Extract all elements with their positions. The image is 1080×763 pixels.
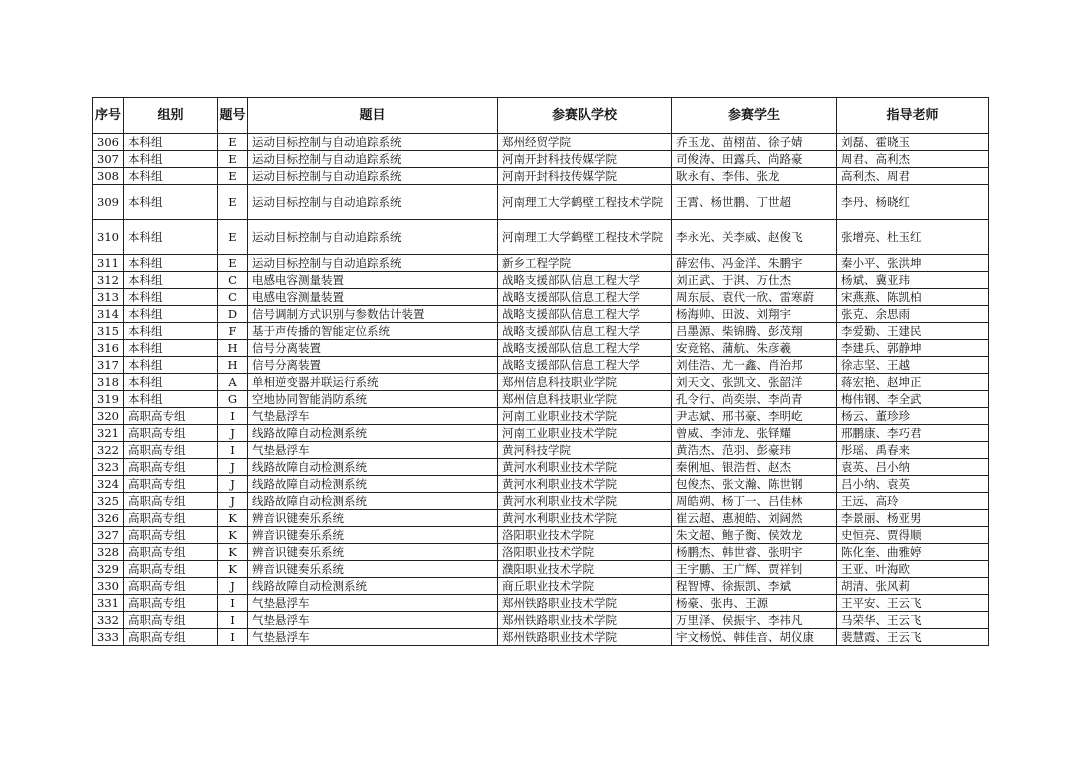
- cell-title: 电感电容测量装置: [248, 289, 498, 306]
- cell-group: 本科组: [124, 323, 218, 340]
- cell-no: 333: [93, 629, 124, 646]
- cell-title: 气垫悬浮车: [248, 442, 498, 459]
- cell-no: 306: [93, 134, 124, 151]
- cell-group: 高职高专组: [124, 578, 218, 595]
- cell-teachers: 李景丽、杨亚男: [837, 510, 989, 527]
- cell-students: 孔令行、尚奕崇、李尚青: [672, 391, 837, 408]
- cell-no: 332: [93, 612, 124, 629]
- cell-task: E: [218, 134, 248, 151]
- cell-students: 宇文杨悦、韩佳音、胡仪康: [672, 629, 837, 646]
- cell-task: H: [218, 340, 248, 357]
- cell-task: A: [218, 374, 248, 391]
- table-row: [93, 391, 989, 408]
- table-body: [93, 134, 989, 646]
- cell-title: 运动目标控制与自动追踪系统: [248, 255, 498, 272]
- cell-no: 318: [93, 374, 124, 391]
- cell-teachers: 王平安、王云飞: [837, 595, 989, 612]
- table-row: [93, 442, 989, 459]
- cell-task: K: [218, 510, 248, 527]
- cell-students: 杨海帅、田波、刘翔宇: [672, 306, 837, 323]
- cell-students: 杨豪、张冉、王源: [672, 595, 837, 612]
- cell-teachers: 蒋宏艳、赵坤正: [837, 374, 989, 391]
- cell-school: 战略支援部队信息工程大学: [498, 289, 672, 306]
- cell-title: 单相逆变器并联运行系统: [248, 374, 498, 391]
- cell-no: 325: [93, 493, 124, 510]
- cell-school: 河南工业职业技术学院: [498, 408, 672, 425]
- cell-title: 线路故障自动检测系统: [248, 425, 498, 442]
- cell-no: 314: [93, 306, 124, 323]
- table-row: [93, 323, 989, 340]
- table-row: [93, 578, 989, 595]
- cell-school: 郑州铁路职业技术学院: [498, 629, 672, 646]
- cell-title: 辨音识键奏乐系统: [248, 544, 498, 561]
- cell-students: 薛宏伟、冯金洋、朱鹏宇: [672, 255, 837, 272]
- cell-group: 高职高专组: [124, 544, 218, 561]
- table-row: [93, 476, 989, 493]
- cell-group: 本科组: [124, 255, 218, 272]
- cell-group: 高职高专组: [124, 493, 218, 510]
- cell-group: 高职高专组: [124, 442, 218, 459]
- cell-task: K: [218, 561, 248, 578]
- cell-title: 线路故障自动检测系统: [248, 459, 498, 476]
- cell-students: 杨鹏杰、韩世睿、张明宇: [672, 544, 837, 561]
- cell-task: I: [218, 629, 248, 646]
- cell-title: 气垫悬浮车: [248, 408, 498, 425]
- cell-teachers: 邢鹏康、李巧君: [837, 425, 989, 442]
- cell-teachers: 李丹、杨晓红: [837, 185, 989, 220]
- cell-task: I: [218, 595, 248, 612]
- cell-title: 信号分离装置: [248, 340, 498, 357]
- cell-no: 311: [93, 255, 124, 272]
- cell-group: 本科组: [124, 391, 218, 408]
- cell-students: 刘天文、张凯文、张韶洋: [672, 374, 837, 391]
- cell-group: 高职高专组: [124, 408, 218, 425]
- cell-students: 周东辰、袁代一欣、雷寒蔚: [672, 289, 837, 306]
- cell-teachers: 马荣华、王云飞: [837, 612, 989, 629]
- cell-teachers: 张克、余思雨: [837, 306, 989, 323]
- table-row: [93, 255, 989, 272]
- cell-teachers: 李爱勤、王建民: [837, 323, 989, 340]
- cell-task: D: [218, 306, 248, 323]
- cell-title: 电感电容测量装置: [248, 272, 498, 289]
- table-row: [93, 289, 989, 306]
- award-table: [92, 97, 989, 646]
- cell-school: 郑州铁路职业技术学院: [498, 612, 672, 629]
- cell-no: 316: [93, 340, 124, 357]
- table-row: [93, 595, 989, 612]
- cell-teachers: 裴慧霞、王云飞: [837, 629, 989, 646]
- cell-school: 新乡工程学院: [498, 255, 672, 272]
- cell-school: 战略支援部队信息工程大学: [498, 357, 672, 374]
- cell-teachers: 王远、高玲: [837, 493, 989, 510]
- cell-school: 黄河水利职业技术学院: [498, 459, 672, 476]
- header-teachers: 指导老师: [837, 98, 989, 134]
- cell-no: 312: [93, 272, 124, 289]
- cell-group: 高职高专组: [124, 425, 218, 442]
- cell-group: 本科组: [124, 357, 218, 374]
- cell-task: F: [218, 323, 248, 340]
- cell-students: 李永光、关李威、赵俊飞: [672, 220, 837, 255]
- cell-title: 信号分离装置: [248, 357, 498, 374]
- cell-school: 郑州信息科技职业学院: [498, 374, 672, 391]
- table-row: [93, 340, 989, 357]
- cell-title: 运动目标控制与自动追踪系统: [248, 220, 498, 255]
- cell-students: 崔云超、惠昶皓、刘阔然: [672, 510, 837, 527]
- cell-teachers: 高利杰、周君: [837, 168, 989, 185]
- cell-school: 战略支援部队信息工程大学: [498, 340, 672, 357]
- header-students: 参赛学生: [672, 98, 837, 134]
- cell-no: 328: [93, 544, 124, 561]
- table-row: [93, 493, 989, 510]
- cell-task: H: [218, 357, 248, 374]
- cell-students: 黄浩杰、范羽、彭豪玮: [672, 442, 837, 459]
- cell-task: K: [218, 527, 248, 544]
- cell-task: I: [218, 408, 248, 425]
- table-row: [93, 220, 989, 255]
- table-row: [93, 629, 989, 646]
- cell-students: 周皓朔、杨丁一、吕佳林: [672, 493, 837, 510]
- cell-teachers: 杨云、董珍珍: [837, 408, 989, 425]
- cell-task: E: [218, 185, 248, 220]
- cell-school: 河南理工大学鹤壁工程技术学院: [498, 185, 672, 220]
- cell-school: 战略支援部队信息工程大学: [498, 323, 672, 340]
- cell-school: 河南开封科技传媒学院: [498, 151, 672, 168]
- cell-no: 308: [93, 168, 124, 185]
- cell-no: 330: [93, 578, 124, 595]
- cell-no: 319: [93, 391, 124, 408]
- cell-group: 高职高专组: [124, 629, 218, 646]
- cell-group: 高职高专组: [124, 527, 218, 544]
- cell-group: 本科组: [124, 289, 218, 306]
- header-no: 序号: [93, 98, 124, 134]
- cell-title: 基于声传播的智能定位系统: [248, 323, 498, 340]
- cell-teachers: 刘磊、霍晓玉: [837, 134, 989, 151]
- table-row: [93, 612, 989, 629]
- cell-group: 本科组: [124, 374, 218, 391]
- cell-task: J: [218, 476, 248, 493]
- cell-teachers: 陈化奎、曲雅婷: [837, 544, 989, 561]
- cell-students: 曾威、李沛龙、张铎耀: [672, 425, 837, 442]
- cell-school: 黄河水利职业技术学院: [498, 493, 672, 510]
- cell-students: 耿永有、李伟、张龙: [672, 168, 837, 185]
- cell-no: 315: [93, 323, 124, 340]
- cell-teachers: 秦小平、张洪坤: [837, 255, 989, 272]
- cell-no: 329: [93, 561, 124, 578]
- cell-task: J: [218, 578, 248, 595]
- table-row: [93, 510, 989, 527]
- table-row: [93, 408, 989, 425]
- cell-no: 326: [93, 510, 124, 527]
- cell-no: 310: [93, 220, 124, 255]
- cell-title: 线路故障自动检测系统: [248, 578, 498, 595]
- cell-group: 本科组: [124, 220, 218, 255]
- cell-students: 王宇鹏、王广辉、贾祥钊: [672, 561, 837, 578]
- cell-school: 郑州铁路职业技术学院: [498, 595, 672, 612]
- cell-group: 高职高专组: [124, 595, 218, 612]
- cell-school: 郑州信息科技职业学院: [498, 391, 672, 408]
- cell-task: C: [218, 289, 248, 306]
- cell-group: 高职高专组: [124, 561, 218, 578]
- table-row: [93, 544, 989, 561]
- cell-teachers: 周君、高利杰: [837, 151, 989, 168]
- cell-group: 高职高专组: [124, 612, 218, 629]
- cell-task: E: [218, 220, 248, 255]
- cell-title: 气垫悬浮车: [248, 612, 498, 629]
- cell-students: 包俊杰、张文瀚、陈世钢: [672, 476, 837, 493]
- cell-task: J: [218, 493, 248, 510]
- header-task: 题号: [218, 98, 248, 134]
- cell-school: 洛阳职业技术学院: [498, 527, 672, 544]
- cell-task: E: [218, 168, 248, 185]
- cell-school: 洛阳职业技术学院: [498, 544, 672, 561]
- cell-no: 320: [93, 408, 124, 425]
- cell-students: 程智博、徐振凯、李斌: [672, 578, 837, 595]
- cell-teachers: 李建兵、郭静坤: [837, 340, 989, 357]
- cell-group: 本科组: [124, 340, 218, 357]
- cell-students: 乔玉龙、苗栩苗、徐子婧: [672, 134, 837, 151]
- cell-title: 辨音识键奏乐系统: [248, 561, 498, 578]
- cell-no: 331: [93, 595, 124, 612]
- cell-students: 万里泽、侯振宇、李祎凡: [672, 612, 837, 629]
- cell-students: 刘正武、于淇、万仕杰: [672, 272, 837, 289]
- cell-title: 运动目标控制与自动追踪系统: [248, 134, 498, 151]
- table-row: [93, 459, 989, 476]
- table-row: [93, 527, 989, 544]
- cell-title: 信号调制方式识别与参数估计装置: [248, 306, 498, 323]
- cell-students: 刘佳浩、尤一鑫、肖治邦: [672, 357, 837, 374]
- cell-group: 本科组: [124, 151, 218, 168]
- cell-task: G: [218, 391, 248, 408]
- cell-group: 高职高专组: [124, 476, 218, 493]
- cell-no: 321: [93, 425, 124, 442]
- cell-no: 309: [93, 185, 124, 220]
- cell-group: 本科组: [124, 168, 218, 185]
- table-row: [93, 134, 989, 151]
- cell-teachers: 徐志坚、王越: [837, 357, 989, 374]
- cell-teachers: 吕小纳、袁英: [837, 476, 989, 493]
- cell-teachers: 梅伟钢、李全武: [837, 391, 989, 408]
- cell-title: 辨音识键奏乐系统: [248, 527, 498, 544]
- header-group: 组别: [124, 98, 218, 134]
- cell-students: 朱文超、鲍子衡、侯效龙: [672, 527, 837, 544]
- cell-no: 307: [93, 151, 124, 168]
- cell-task: K: [218, 544, 248, 561]
- cell-group: 本科组: [124, 134, 218, 151]
- cell-school: 河南工业职业技术学院: [498, 425, 672, 442]
- cell-students: 吕墨源、柴锦腾、彭茂翔: [672, 323, 837, 340]
- cell-no: 317: [93, 357, 124, 374]
- cell-task: I: [218, 442, 248, 459]
- cell-group: 本科组: [124, 185, 218, 220]
- cell-no: 324: [93, 476, 124, 493]
- table-row: [93, 272, 989, 289]
- table-row: [93, 168, 989, 185]
- cell-task: C: [218, 272, 248, 289]
- table-row: [93, 374, 989, 391]
- table-row: [93, 561, 989, 578]
- cell-teachers: 史恒亮、贾得顺: [837, 527, 989, 544]
- cell-group: 本科组: [124, 306, 218, 323]
- table-row: [93, 357, 989, 374]
- cell-teachers: 王亚、叶海欧: [837, 561, 989, 578]
- table-header-row: [93, 98, 989, 134]
- cell-title: 线路故障自动检测系统: [248, 493, 498, 510]
- cell-title: 运动目标控制与自动追踪系统: [248, 168, 498, 185]
- cell-school: 濮阳职业技术学院: [498, 561, 672, 578]
- cell-teachers: 彤瑶、禹春来: [837, 442, 989, 459]
- cell-no: 327: [93, 527, 124, 544]
- cell-school: 黄河水利职业技术学院: [498, 510, 672, 527]
- cell-task: J: [218, 425, 248, 442]
- table-row: [93, 306, 989, 323]
- cell-task: I: [218, 612, 248, 629]
- cell-task: J: [218, 459, 248, 476]
- cell-school: 河南理工大学鹤壁工程技术学院: [498, 220, 672, 255]
- cell-teachers: 宋燕燕、陈凯柏: [837, 289, 989, 306]
- cell-students: 司俊涛、田露兵、尚路豪: [672, 151, 837, 168]
- cell-teachers: 张增亮、杜玉红: [837, 220, 989, 255]
- cell-group: 本科组: [124, 272, 218, 289]
- cell-title: 线路故障自动检测系统: [248, 476, 498, 493]
- award-list-sheet: [92, 97, 988, 646]
- cell-students: 尹志斌、邢书豪、李明屹: [672, 408, 837, 425]
- cell-task: E: [218, 151, 248, 168]
- cell-group: 高职高专组: [124, 459, 218, 476]
- cell-title: 辨音识键奏乐系统: [248, 510, 498, 527]
- cell-school: 郑州经贸学院: [498, 134, 672, 151]
- cell-students: 秦俐旭、银浩哲、赵杰: [672, 459, 837, 476]
- cell-students: 安竞铭、蒲航、朱彦羲: [672, 340, 837, 357]
- cell-school: 战略支援部队信息工程大学: [498, 272, 672, 289]
- cell-no: 323: [93, 459, 124, 476]
- header-title: 题目: [248, 98, 498, 134]
- cell-title: 气垫悬浮车: [248, 629, 498, 646]
- table-row: [93, 185, 989, 220]
- cell-title: 运动目标控制与自动追踪系统: [248, 185, 498, 220]
- cell-students: 王霄、杨世鹏、丁世超: [672, 185, 837, 220]
- cell-group: 高职高专组: [124, 510, 218, 527]
- cell-teachers: 杨斌、冀亚玮: [837, 272, 989, 289]
- cell-teachers: 胡清、张风莉: [837, 578, 989, 595]
- table-row: [93, 151, 989, 168]
- cell-task: E: [218, 255, 248, 272]
- cell-title: 气垫悬浮车: [248, 595, 498, 612]
- cell-school: 商丘职业技术学院: [498, 578, 672, 595]
- cell-school: 战略支援部队信息工程大学: [498, 306, 672, 323]
- cell-title: 空地协同智能消防系统: [248, 391, 498, 408]
- cell-teachers: 袁英、吕小纳: [837, 459, 989, 476]
- table-row: [93, 425, 989, 442]
- cell-school: 黄河水利职业技术学院: [498, 476, 672, 493]
- cell-no: 322: [93, 442, 124, 459]
- cell-school: 黄河科技学院: [498, 442, 672, 459]
- cell-school: 河南开封科技传媒学院: [498, 168, 672, 185]
- cell-no: 313: [93, 289, 124, 306]
- header-school: 参赛队学校: [498, 98, 672, 134]
- cell-title: 运动目标控制与自动追踪系统: [248, 151, 498, 168]
